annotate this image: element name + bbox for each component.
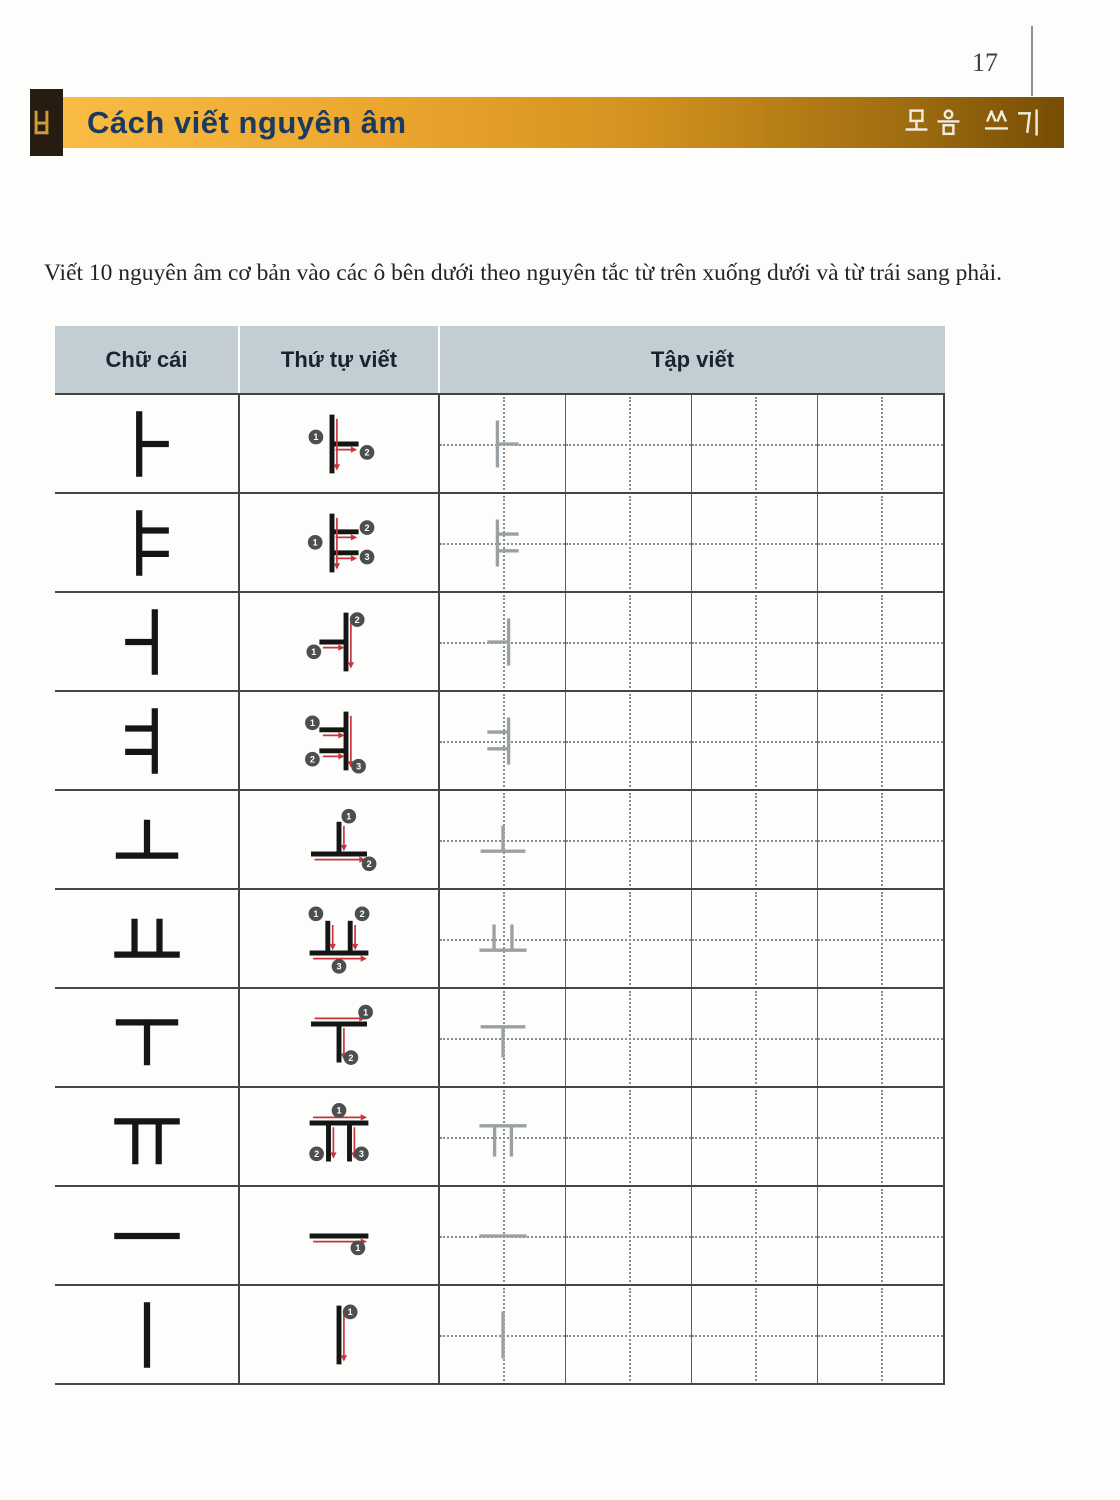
svg-text:2: 2 [364,447,370,458]
stroke-order-cell [240,1187,440,1284]
svg-text:1: 1 [313,431,319,442]
vowel-glyph-o [108,801,186,879]
stroke-order-diagram-i [304,1300,374,1370]
practice-cell [692,989,818,1086]
practice-grid [440,1187,945,1284]
stroke-order-diagram-eu [304,1201,374,1271]
vowel-glyph-u [108,999,186,1077]
svg-text:3: 3 [356,760,362,771]
corner-hangul-tab [30,89,63,156]
stroke-order-cell [240,494,440,591]
vowel-letter-cell [55,494,240,591]
practice-cell [692,494,818,591]
practice-cell [566,791,692,888]
svg-text:2: 2 [354,614,360,625]
svg-text:3: 3 [358,1148,364,1159]
practice-cell [440,593,566,690]
practice-cell [818,791,945,888]
svg-text:1: 1 [309,717,315,728]
table-row [55,494,945,593]
practice-cell [818,1088,945,1185]
svg-text:2: 2 [309,753,315,764]
practice-cell [440,890,566,987]
practice-cell [566,989,692,1086]
vowel-letter-cell [55,890,240,987]
stroke-order-diagram-yo [304,904,374,974]
column-header-letter: Chữ cái [55,326,240,393]
vowel-letter-cell [55,395,240,492]
practice-cell [692,1088,818,1185]
stroke-order-cell [240,890,440,987]
vowel-glyph-yeo [108,702,186,780]
practice-cell [818,494,945,591]
vowel-glyph-i [108,1296,186,1374]
svg-text:1: 1 [363,1006,369,1017]
svg-text:1: 1 [311,646,317,657]
practice-trace-glyph-a [475,416,531,472]
practice-trace-glyph-ya [475,515,531,571]
vowel-glyph-yo [108,900,186,978]
svg-text:2: 2 [364,522,370,533]
table-row [55,1286,945,1385]
practice-grid [440,791,945,888]
practice-trace-glyph-yeo [475,713,531,769]
vowel-letter-cell [55,1187,240,1284]
vowel-glyph-ya [108,504,186,582]
stroke-order-diagram-o [304,805,374,875]
practice-cell [566,1088,692,1185]
stroke-order-cell [240,1286,440,1383]
practice-cell [440,692,566,789]
practice-cell [566,1187,692,1284]
practice-cell [440,494,566,591]
column-header-practice: Tập viết [650,346,735,372]
stroke-order-diagram-yeo [304,706,374,776]
stroke-order-diagram-u [304,1003,374,1073]
vowel-glyph-a [108,405,186,483]
svg-text:1: 1 [347,1306,353,1317]
stroke-order-cell [240,593,440,690]
practice-grid [440,890,945,987]
practice-cell [692,692,818,789]
practice-cell [566,692,692,789]
practice-trace-glyph-yo [475,911,531,967]
instruction-paragraph: Viết 10 nguyên âm cơ bản vào các ô bên dưới theo nguyên tắc từ trên xuống dưới và từ trái sang phải. [44,259,1003,286]
practice-cell [818,1286,945,1383]
practice-cell [818,989,945,1086]
practice-cell [440,1286,566,1383]
table-row [55,395,945,494]
vowel-letter-cell [55,593,240,690]
practice-trace-glyph-yu [475,1109,531,1165]
chapter-title: Cách viết nguyên âm [87,104,407,140]
practice-cell [818,1187,945,1284]
practice-grid [440,1286,945,1383]
svg-text:2: 2 [359,908,365,919]
practice-grid [440,395,945,492]
page-number-rule [1031,26,1033,96]
svg-text:3: 3 [336,960,342,971]
korean-subtitle [903,97,1042,148]
stroke-order-diagram-a [304,409,374,479]
practice-cell [440,989,566,1086]
chapter-header-bar [57,97,1064,148]
page-number: 17 [972,48,998,77]
svg-text:1: 1 [313,908,319,919]
practice-grid [440,989,945,1086]
practice-cell [818,890,945,987]
stroke-order-cell [240,692,440,789]
table-row [55,1088,945,1187]
table-row [55,890,945,989]
practice-grid [440,1088,945,1185]
practice-cell [692,593,818,690]
practice-cell [692,1187,818,1284]
vowel-glyph-yu [108,1098,186,1176]
vowel-glyph-eu [108,1197,186,1275]
practice-cell [566,494,692,591]
practice-cell [566,395,692,492]
practice-grid [440,593,945,690]
practice-trace-glyph-i [475,1307,531,1363]
vowel-practice-table [55,326,945,1385]
column-header-stroke-order: Thứ tự viết [240,326,440,393]
table-header-row [55,326,945,393]
table-row [55,692,945,791]
table-row [55,989,945,1088]
practice-cell [692,1286,818,1383]
table-row [55,593,945,692]
practice-cell [818,692,945,789]
vowel-letter-cell [55,1088,240,1185]
practice-trace-glyph-o [475,812,531,868]
svg-text:1: 1 [346,810,352,821]
stroke-order-cell [240,1088,440,1185]
vowel-letter-cell [55,692,240,789]
practice-cell [692,395,818,492]
practice-cell [818,395,945,492]
table-row [55,791,945,890]
practice-cell [566,593,692,690]
practice-cell [566,1286,692,1383]
practice-cell [440,791,566,888]
svg-text:1: 1 [336,1105,342,1116]
practice-cell [440,1187,566,1284]
stroke-order-cell [240,989,440,1086]
practice-cell [692,890,818,987]
svg-text:1: 1 [312,536,318,547]
practice-cell [440,1088,566,1185]
practice-trace-glyph-eu [475,1208,531,1264]
svg-text:2: 2 [348,1052,354,1063]
vowel-letter-cell [55,1286,240,1383]
svg-text:2: 2 [314,1148,320,1159]
practice-grid [440,494,945,591]
vowel-glyph-eo [108,603,186,681]
practice-grid [440,692,945,789]
stroke-order-diagram-eo [304,607,374,677]
practice-cell [692,791,818,888]
vowel-letter-cell [55,989,240,1086]
stroke-order-cell [240,395,440,492]
practice-cell [440,395,566,492]
practice-cell [818,593,945,690]
vowel-letter-cell [55,791,240,888]
practice-trace-glyph-u [475,1010,531,1066]
practice-trace-glyph-eo [475,614,531,670]
svg-text:3: 3 [364,551,370,562]
stroke-order-cell [240,791,440,888]
svg-text:1: 1 [355,1242,361,1253]
table-row [55,1187,945,1286]
vowel-table-body [55,393,945,1385]
stroke-order-diagram-ya [304,508,374,578]
svg-text:2: 2 [366,858,372,869]
stroke-order-diagram-yu [304,1102,374,1172]
practice-cell [566,890,692,987]
